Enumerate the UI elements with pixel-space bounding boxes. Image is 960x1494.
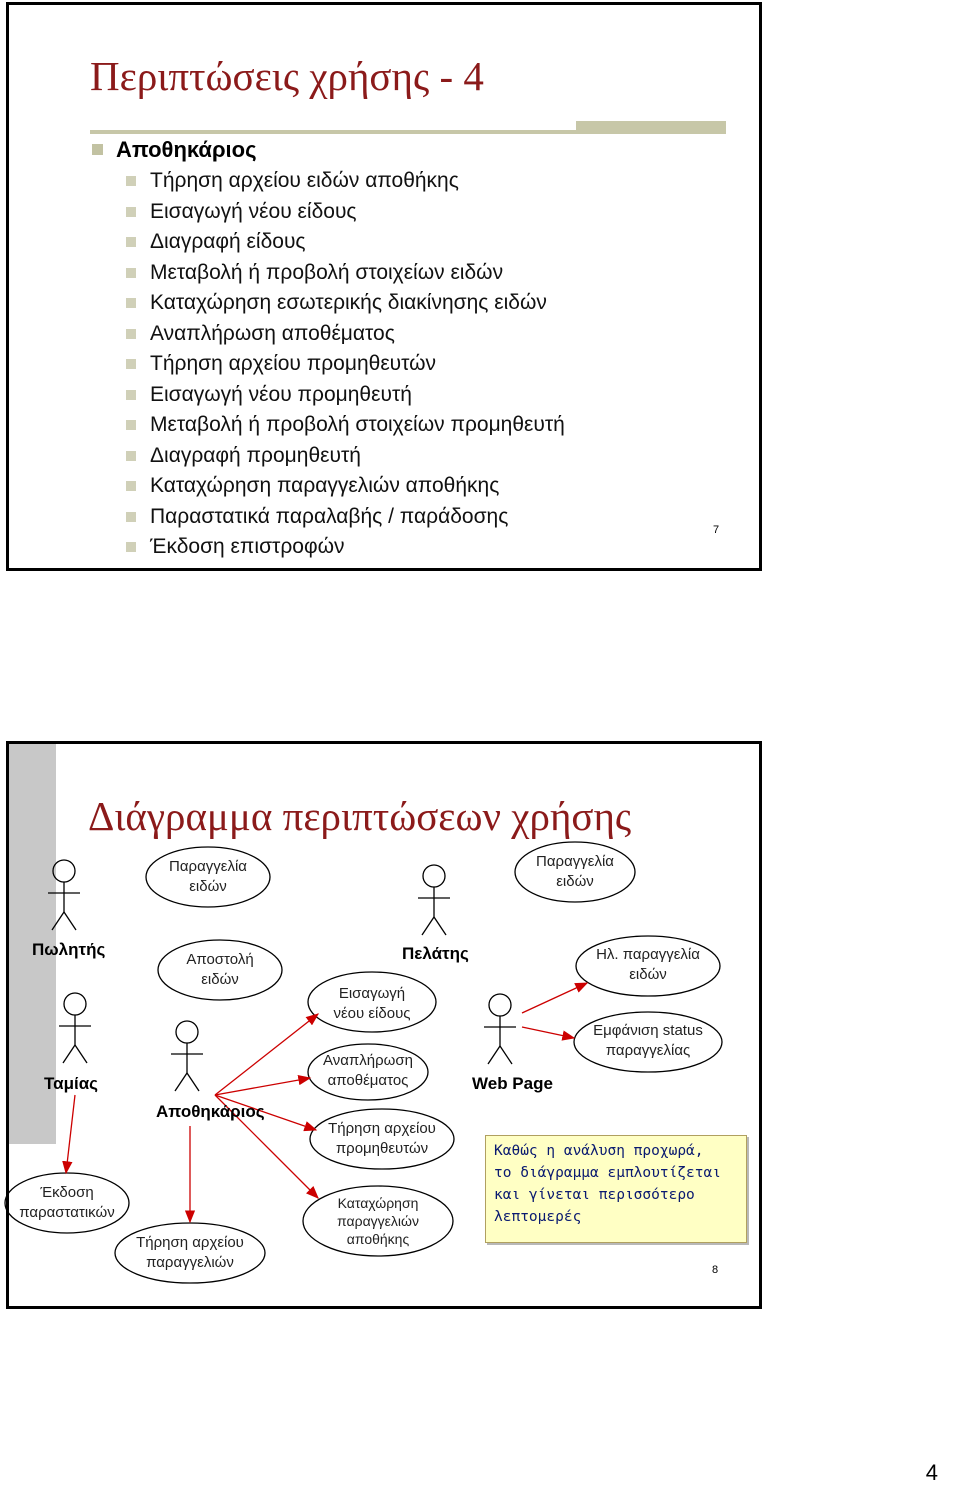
actor-customer-label: Πελάτης [402, 944, 469, 963]
slide1-page-number: 7 [713, 524, 720, 536]
actor-webpage-label: Web Page [472, 1074, 553, 1093]
list-item: Μεταβολή ή προβολή στοιχείων ειδών [88, 258, 565, 289]
actor-salesman-label: Πωλητής [32, 940, 106, 959]
list-item: Τήρηση αρχείου προμηθευτών [88, 349, 565, 380]
usecase-supplier-file-label: Τήρηση αρχείου προμηθευτών [328, 1120, 436, 1157]
callout-note [485, 1135, 747, 1243]
list-item: Παραστατικά παραλαβής / παράδοσης [88, 502, 565, 533]
actor-salesman-figure [48, 860, 80, 930]
list-item: Αναπλήρωση αποθέματος [88, 319, 565, 350]
usecase-dispatch-label: Αποστολή ειδών [186, 951, 254, 988]
usecase-e-order-label: Ηλ. παραγγελία ειδών [596, 946, 700, 983]
document-page-number: 4 [925, 1460, 938, 1485]
actor-customer-figure [418, 865, 450, 935]
usecase-order-right-label: Παραγγελία ειδών [536, 853, 614, 890]
usecase-status-label: Εμφάνιση status παραγγελίας [593, 1022, 703, 1059]
usecase-order-left-label: Παραγγελία ειδών [169, 858, 247, 895]
usecase-order-file-label: Τήρηση αρχείου παραγγελιών [136, 1234, 244, 1271]
list-item: Καταχώρηση εσωτερικής διακίνησης ειδών [88, 288, 565, 319]
usecase-warehouse-orders-label: Καταχώρηση παραγγελιών αποθήκης [337, 1195, 419, 1247]
arrow-webpage-e-order [522, 983, 587, 1013]
list-item: Τήρηση αρχείου ειδών αποθήκης [88, 166, 565, 197]
usecase-new-item-label: Εισαγωγή νέου είδους [333, 985, 411, 1022]
main-bullet: Αποθηκάριος [88, 134, 565, 166]
list-item: Διαγραφή προμηθευτή [88, 441, 565, 472]
actor-cashier-label: Ταμίας [44, 1074, 98, 1093]
list-item: Καταχώρηση παραγγελιών αποθήκης [88, 471, 565, 502]
actor-webpage-figure [484, 994, 516, 1064]
slide1-title: Περιπτώσεις χρήσης - 4 [90, 53, 484, 99]
arrow-webpage-status [522, 1027, 574, 1038]
arrow-storekeeper-new-item [215, 1014, 318, 1095]
note-line: το διάγραμμα εμπλουτίζεται [494, 1165, 721, 1181]
list-item: Εισαγωγή νέου προμηθευτή [88, 380, 565, 411]
actor-storekeeper-figure [171, 1021, 203, 1091]
usecase-issue-docs-label: Έκδοση παραστατικών [19, 1184, 115, 1221]
note-line: λεπτομερές [494, 1209, 582, 1225]
note-line: και γίνεται περισσότερο [494, 1187, 695, 1203]
slide2-title: Διάγραμμα περιπτώσεων χρήσης [88, 793, 632, 839]
list-item: Έκδοση επιστροφών [88, 532, 565, 563]
note-line: Καθώς η ανάλυση προχωρά, [494, 1143, 704, 1159]
usecase-restock-label: Αναπλήρωση αποθέματος [323, 1052, 413, 1089]
arrow-storekeeper-restock [215, 1078, 310, 1095]
slide2-page-number: 8 [712, 1264, 719, 1276]
actor-storekeeper-label: Αποθηκάριος [156, 1102, 265, 1121]
list-item: Μεταβολή ή προβολή στοιχείων προμηθευτή [88, 410, 565, 441]
list-item: Εισαγωγή νέου είδους [88, 197, 565, 228]
actor-cashier-figure [59, 993, 91, 1063]
list-item: Διαγραφή είδους [88, 227, 565, 258]
arrow-cashier-issue-docs [66, 1095, 75, 1173]
